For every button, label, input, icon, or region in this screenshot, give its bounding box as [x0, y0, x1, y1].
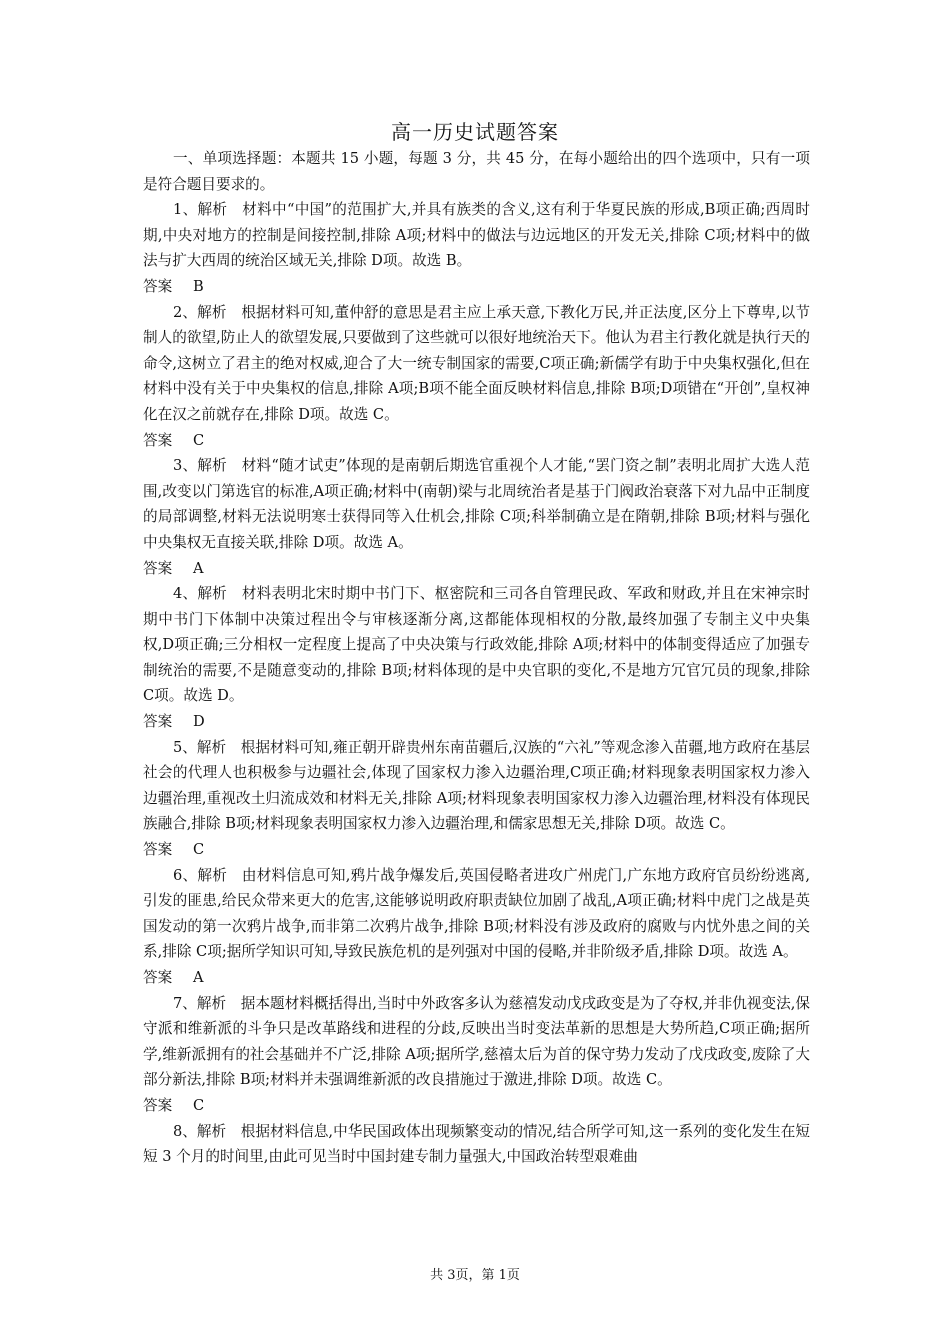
answer-value-5: C — [193, 841, 205, 859]
answer-line-5 — [143, 837, 810, 863]
answer-line-1 — [143, 274, 810, 300]
page-title: 高一历史试题答案 — [391, 120, 559, 144]
answer-value-7: C — [193, 1096, 205, 1114]
answer-value-3: A — [193, 559, 204, 577]
section-heading: 一、单项选择题：本题共 15 小题，每题 3 分，共 45 分，在每小题给出的四个选项中，只有一项是符合题目要求的。 — [143, 150, 810, 193]
answer-label: 答案 — [143, 1096, 173, 1114]
answer-value-4: D — [193, 713, 205, 731]
analysis-1: 1、解析 材料中“中国”的范围扩大,并具有族类的含义,这有利于华夏民族的形成,B项正确;西周时期,中央对地方的控制是间接控制,排除 A项;材料中的做法与边远地区的开发无关,排除 C项;材料中的做法与扩大西周的统治区域无关,排除 D项。故选 B。 — [143, 201, 810, 270]
answer-body — [143, 146, 810, 1170]
answer-value-2: C — [193, 431, 205, 449]
answer-line-3 — [143, 556, 810, 582]
analysis-4: 4、解析 材料表明北宋时期中书门下、枢密院和三司各自管理民政、军政和财政,并且在宋神宗时期中书门下体制中决策过程出令与审核逐渐分离,这都能体现相权的分散,最终加强了专制主义中央集权,D项正确;三分相权一定程度上提高了中央决策与行政效能,排除 A项;材料中的体制变得适应了加强专制统治的需要,不是随意变动的,排除 B项;材料体现的是中央官职的变化,不是地方冗官冗员的现象,排除 C项。故选 D。 — [143, 585, 810, 705]
analysis-3: 3、解析 材料“随才试吏”体现的是南朝后期选官重视个人才能,“罢门资之制”表明北周扩大选人范围,改变以门第选官的标准,A项正确;材料中(南朝)梁与北周统治者是基于门阀政治衰落下对九品中正制度的局部调整,材料无法说明寒士获得同等入仕机会,排除 C项;科举制确立是在隋朝,排除 B项;材料与强化中央集权无直接关联,排除 D项。故选 A。 — [143, 457, 810, 551]
analysis-7: 7、解析 据本题材料概括得出,当时中外政客多认为慈禧发动戊戌政变是为了夺权,并非仇视变法,保守派和维新派的斗争只是改革路线和进程的分歧,反映出当时变法革新的思想是大势所趋,C项正确;据所学,维新派拥有的社会基础并不广泛,排除 A项;据所学,慈禧太后为首的保守势力发动了戊戌政变,废除了大部分新法,排除 B项;材料并未强调维新派的改良措施过于激进,排除 D项。故选 C。 — [143, 994, 810, 1089]
answer-label: 答案 — [143, 841, 173, 859]
answer-line-6 — [143, 965, 810, 991]
page-footer: 共 3页，第 1页 — [430, 1268, 520, 1283]
analysis-8: 8、解析 根据材料信息,中华民国政体出现频繁变动的情况,结合所学可知,这一系列的变化发生在短短 3 个月的时间里,由此可见当时中国封建专制力量强大,中国政治转型艰难曲 — [143, 1122, 810, 1166]
answer-label: 答案 — [143, 431, 173, 449]
analysis-5: 5、解析 根据材料可知,雍正朝开辟贵州东南苗疆后,汉族的“六礼”等观念渗入苗疆,地方政府在基层社会的代理人也积极参与边疆社会,体现了国家权力渗入边疆治理,C项正确;材料现象表明国家权力渗入边疆治理,重视改土归流成效和材料无关,排除 A项;材料现象表明国家权力渗入边疆治理,材料没有体现民族融合,排除 B项;材料现象表明国家权力渗入边疆治理,和儒家思想无关,排除 D项。故选 C。 — [143, 738, 810, 833]
analysis-6: 6、解析 由材料信息可知,鸦片战争爆发后,英国侵略者进攻广州虎门,广东地方政府官员纷纷逃离,引发的匪患,给民众带来更大的危害,这能够说明政府职责缺位加剧了战乱,A项正确;材料中虎门之战是英国发动的第一次鸦片战争,而非第二次鸦片战争,排除 B项;材料没有涉及政府的腐败与内忧外患之间的关系,排除 C项;据所学知识可知,导致民族危机的是列强对中国的侵略,并非阶级矛盾,排除 D项。故选 A。 — [143, 866, 810, 961]
answer-value-1: B — [193, 277, 204, 295]
answer-line-4 — [143, 709, 810, 735]
answer-label: 答案 — [143, 969, 173, 986]
answer-line-7 — [143, 1093, 810, 1119]
answer-line-2 — [143, 428, 810, 454]
answer-label: 答案 — [143, 559, 173, 577]
analysis-2: 2、解析 根据材料可知,董仲舒的意思是君主应上承天意,下教化万民,并正法度,区分上下尊卑,以节制人的欲望,防止人的欲望发展,只要做到了这些就可以很好地统治天下。他认为君主行教化就是执行天的命令,这树立了君主的绝对权威,迎合了大一统专制国家的需要,C项正确;新儒学有助于中央集权强化,但在材料中没有关于中央集权的信息,排除 A项;B项不能全面反映材料信息,排除 B项;D项错在“开创”,皇权神化在汉之前就存在,排除 D项。故选 C。 — [143, 303, 810, 423]
answer-label: 答案 — [143, 713, 173, 731]
answer-value-6: A — [193, 969, 204, 986]
answer-label: 答案 — [143, 277, 173, 295]
